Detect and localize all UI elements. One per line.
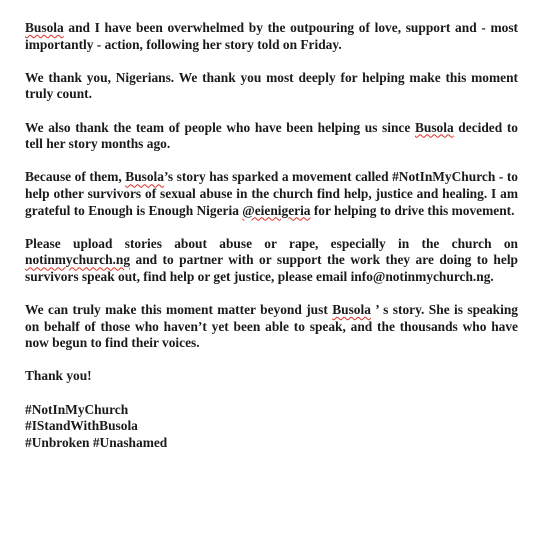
paragraph-text: and to partner with or support the work they are doing to help survivors speak out, find help or get justice, please email info@notinmychurch.ng.: [25, 252, 518, 284]
paragraph-text: We also thank the team of people who have been helping us since: [25, 119, 415, 135]
paragraph-thanks-nigerians: We thank you, Nigerians. We thank you most deeply for helping make this moment truly count.: [25, 69, 518, 102]
paragraph-thanks-team: [25, 120, 518, 153]
closing-thank-you: Thank you!: [25, 368, 92, 384]
hashtag-istandwithbusola: #IStandWithBusola: [25, 418, 138, 434]
letter-document: [25, 20, 518, 451]
mention-eienigeria: @eienigeria: [242, 202, 311, 218]
link-notinmychurch: notinmychurch.ng: [25, 252, 131, 268]
paragraph-text: Please upload stories about abuse or rape, especially in the church on: [25, 235, 518, 251]
name-busola: Busola: [332, 302, 371, 318]
hashtag-unbroken-unashamed: #Unbroken #Unashamed: [25, 434, 168, 450]
name-busola: Busola: [414, 119, 454, 135]
paragraph-text: for helping to drive this movement.: [310, 202, 515, 218]
name-busola: Busola: [25, 20, 64, 35]
name-busola: Busola: [125, 169, 164, 185]
hashtag-notinmychurch: #NotInMyChurch: [25, 401, 129, 417]
paragraph-text: We can truly make this moment matter beyond just: [25, 302, 333, 318]
paragraph-overwhelmed: [25, 20, 518, 53]
paragraph-text: Because of them,: [25, 169, 126, 185]
paragraph-text: decided to tell her story months ago.: [25, 119, 518, 152]
paragraph-moment-matter: [25, 302, 518, 352]
hashtag-list: [25, 402, 518, 452]
paragraph-text: ’ s story. She is speaking on behalf of those who haven’t yet been able to speak, and the thousands who have now begun to find their voices.: [25, 302, 518, 351]
paragraph-upload-stories: [25, 236, 518, 286]
paragraph-movement: [25, 169, 518, 219]
paragraph-text: and I have been overwhelmed by the outpouring of love, support and - most importantly - action, following her story told on Friday.: [25, 20, 518, 52]
paragraph-text: ’s story has sparked a movement called #NotInMyChurch - to help other survivors of sexual abuse in the church find help, justice and healing. I am grateful to Enough is Enough Nigeria: [25, 169, 518, 218]
